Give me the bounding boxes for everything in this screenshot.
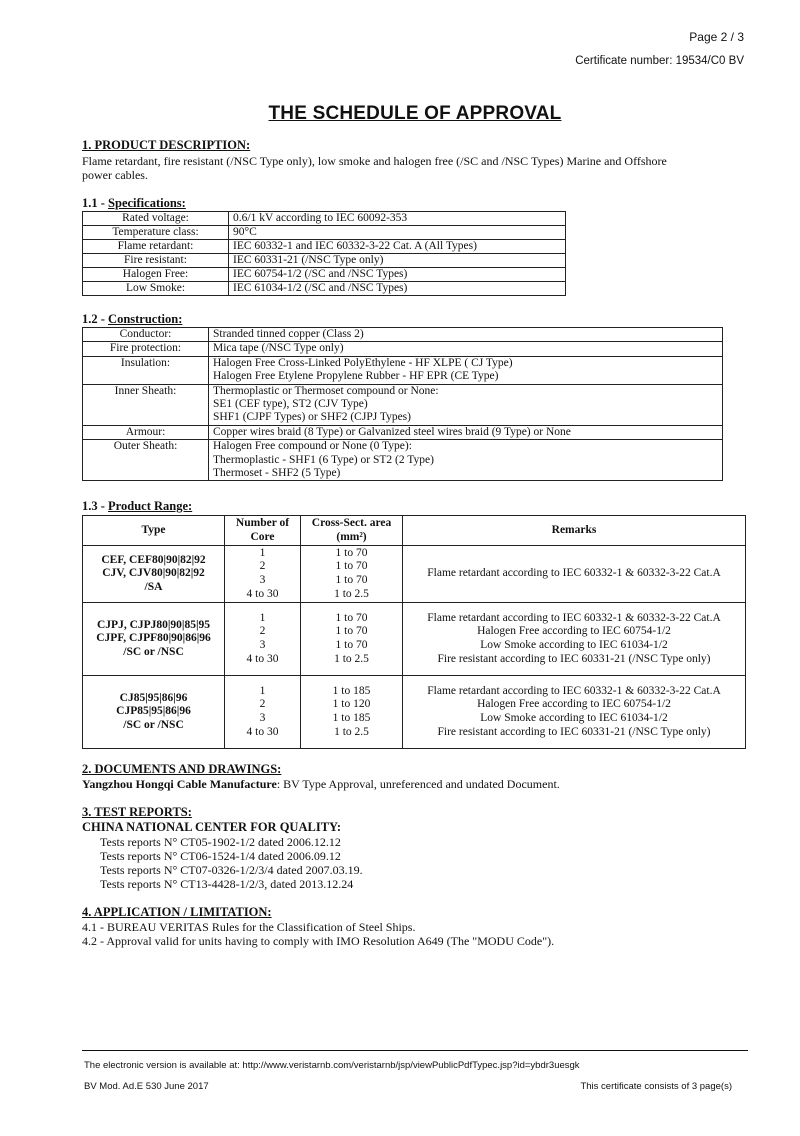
construction-value <box>209 440 723 481</box>
range-cross-section-value: 1 to 70 <box>335 546 368 559</box>
column-cross-section-line-1: Cross-Sect. area <box>311 516 392 529</box>
construction-table-body <box>83 328 723 481</box>
range-remark-line: Halogen Free according to IEC 60754-1/2 <box>477 625 671 638</box>
construction-value <box>209 384 723 425</box>
range-type-cell <box>83 603 225 676</box>
specification-row <box>83 212 566 226</box>
range-cross-section-value: 1 to 70 <box>335 611 368 624</box>
construction-label: Armour: <box>83 425 209 439</box>
specification-row <box>83 268 566 282</box>
product-range-table-body <box>83 546 746 749</box>
range-core-value: 3 <box>259 639 266 651</box>
specification-row <box>83 240 566 254</box>
specification-value: 90°C <box>229 226 566 240</box>
range-core-value: 3 <box>259 574 266 586</box>
specification-label: Rated voltage: <box>83 212 229 226</box>
certificate-number: Certificate number: 19534/C0 BV <box>575 55 744 67</box>
specification-row <box>83 226 566 240</box>
product-range-row <box>83 546 746 603</box>
column-number-of-core-line-1: Number of <box>235 516 290 529</box>
construction-value <box>209 356 723 384</box>
range-remark-line: Flame retardant according to IEC 60332-1 & 60332-3-22 Cat.A <box>427 684 721 697</box>
construction-value-line: Stranded tinned copper (Class 2) <box>213 328 364 340</box>
range-remark-line: Low Smoke according to IEC 61034-1/2 <box>480 712 668 724</box>
construction-row <box>83 440 723 481</box>
specification-label: Flame retardant: <box>83 240 229 254</box>
product-description-line-1: Flame retardant, fire resistant (/NSC Type only), low smoke and halogen free (/SC and /NSC Types) Marine and Offshore <box>82 154 667 168</box>
page-number: Page 2 / 3 <box>689 30 744 44</box>
range-cross-section-value: 1 to 2.5 <box>334 587 369 600</box>
documents-description: : BV Type Approval, unreferenced and undated Document. <box>276 777 560 791</box>
construction-row <box>83 425 723 439</box>
range-cross-section-value: 1 to 120 <box>332 698 371 711</box>
specifications-heading-text: Specifications: <box>108 196 186 210</box>
footer-page-count: This certificate consists of 3 page(s) <box>580 1081 732 1092</box>
construction-value-line: Copper wires braid (8 Type) or Galvanized steel wires braid (9 Type) or None <box>213 425 571 438</box>
range-cross-section-value: 1 to 2.5 <box>334 652 369 665</box>
construction-label: Outer Sheath: <box>83 440 209 481</box>
specification-value: IEC 60754-1/2 (/SC and /NSC Types) <box>229 268 566 282</box>
range-core-value: 2 <box>259 625 266 638</box>
range-type-line: CJPJ, CJPJ80|90|85|95 <box>96 618 210 631</box>
range-cores-cell <box>225 603 301 676</box>
construction-heading-text: Construction: <box>108 312 183 326</box>
range-cross-section-cell <box>301 676 403 749</box>
test-report-item: Tests reports N° CT07-0326-1/2/3/4 dated 2007.03.19. <box>100 863 363 877</box>
column-cross-section-line-2: (mm²) <box>336 530 367 543</box>
section-4-heading: 4. APPLICATION / LIMITATION: <box>82 905 272 919</box>
range-remark-line: Halogen Free according to IEC 60754-1/2 <box>477 698 671 711</box>
specification-row <box>83 282 566 296</box>
manufacturer-name: Yangzhou Hongqi Cable Manufacture <box>82 777 277 791</box>
specifications-table <box>82 211 566 296</box>
range-cross-section-value: 1 to 2.5 <box>334 725 369 738</box>
range-core-value: 2 <box>259 698 266 711</box>
document-title: THE SCHEDULE OF APPROVAL <box>268 103 562 124</box>
construction-value-line: Thermoplastic - SHF1 (6 Type) or ST2 (2 Type) <box>213 453 434 466</box>
range-type-line: CJV, CJV80|90|82|92 <box>102 567 205 580</box>
range-remark-line: Flame retardant according to IEC 60332-1 & 60332-3-22 Cat.A <box>427 611 721 624</box>
construction-value-line: Halogen Free compound or None (0 Type): <box>213 440 412 453</box>
range-remark-line: Fire resistant according to IEC 60331-21 (/NSC Type only) <box>437 652 711 665</box>
range-cross-section-value: 1 to 185 <box>332 684 371 697</box>
construction-value-line: Thermoplastic or Thermoset compound or None: <box>213 384 439 397</box>
test-report-item: Tests reports N° CT13-4428-1/2/3, dated 2013.12.24 <box>100 877 354 891</box>
product-range-header-row <box>83 516 746 546</box>
footer-form-reference: BV Mod. Ad.E 530 June 2017 <box>84 1081 209 1092</box>
construction-row <box>83 356 723 384</box>
specifications-heading-prefix: 1.1 - <box>82 196 109 210</box>
range-core-value: 1 <box>259 611 266 624</box>
column-type: Type <box>83 516 225 546</box>
range-type-line: /SC or /NSC <box>123 718 184 731</box>
range-type-line: /SA <box>144 580 163 593</box>
range-core-value: 4 to 30 <box>246 587 279 600</box>
construction-label: Conductor: <box>83 328 209 342</box>
documents-line <box>82 777 560 791</box>
range-cross-section-value: 1 to 70 <box>335 574 368 586</box>
range-type-cell <box>83 676 225 749</box>
range-cores-cell <box>225 676 301 749</box>
range-remark-line: Fire resistant according to IEC 60331-21 (/NSC Type only) <box>437 725 711 738</box>
range-core-value: 4 to 30 <box>246 725 279 738</box>
range-type-line: /SC or /NSC <box>123 645 184 658</box>
range-cross-section-cell <box>301 603 403 676</box>
construction-heading-prefix: 1.2 - <box>82 312 109 326</box>
range-core-value: 4 to 30 <box>246 652 279 665</box>
column-number-of-core <box>225 516 301 546</box>
range-type-line: CEF, CEF80|90|82|92 <box>101 553 206 566</box>
application-list <box>82 920 554 948</box>
section-2-heading: 2. DOCUMENTS AND DRAWINGS: <box>82 762 282 776</box>
construction-row <box>83 342 723 356</box>
application-item: 4.2 - Approval valid for units having to comply with IMO Resolution A649 (The "MODU Code"). <box>82 934 555 948</box>
range-remark-line: Flame retardant according to IEC 60332-1 & 60332-3-22 Cat.A <box>427 567 721 580</box>
range-remark-line: Low Smoke according to IEC 61034-1/2 <box>480 639 668 651</box>
specification-value: 0.6/1 kV according to IEC 60092-353 <box>229 212 566 226</box>
product-range-row <box>83 676 746 749</box>
application-item: 4.1 - BUREAU VERITAS Rules for the Classification of Steel Ships. <box>82 920 416 934</box>
range-cross-section-cell <box>301 546 403 603</box>
specification-label: Temperature class: <box>83 226 229 240</box>
construction-heading <box>82 312 182 327</box>
product-range-heading <box>82 499 192 514</box>
specification-value: IEC 60331-21 (/NSC Type only) <box>229 254 566 268</box>
section-1-heading: 1. PRODUCT DESCRIPTION: <box>82 138 251 152</box>
construction-label: Insulation: <box>83 356 209 384</box>
product-description-line-2: power cables. <box>82 168 148 182</box>
range-remarks-cell <box>403 676 746 749</box>
range-type-cell <box>83 546 225 603</box>
construction-value <box>209 328 723 342</box>
specification-label: Low Smoke: <box>83 282 229 296</box>
footer-electronic-version: The electronic version is available at: http://www.veristarnb.com/veristarnb/jsp/viewPublicPdfTypec.jsp?id=ybdr3uesgk <box>84 1060 580 1071</box>
specification-label: Fire resistant: <box>83 254 229 268</box>
column-remarks: Remarks <box>403 516 746 546</box>
construction-value-line: SHF1 (CJPF Types) or SHF2 (CJPJ Types) <box>213 411 411 424</box>
construction-value <box>209 425 723 439</box>
range-type-line: CJP85|95|86|96 <box>116 705 191 718</box>
specification-value: IEC 61034-1/2 (/SC and /NSC Types) <box>229 282 566 296</box>
column-number-of-core-line-2: Core <box>250 530 275 543</box>
construction-label: Inner Sheath: <box>83 384 209 425</box>
product-range-row <box>83 603 746 676</box>
construction-value-line: Halogen Free Etylene Propylene Rubber - HF EPR (CE Type) <box>213 370 499 383</box>
construction-value-line: SE1 (CEF type), ST2 (CJV Type) <box>213 398 368 411</box>
product-range-table <box>82 515 746 749</box>
product-range-heading-text: Product Range: <box>108 499 193 513</box>
range-type-line: CJPF, CJPF80|90|86|96 <box>96 632 211 645</box>
range-core-value: 1 <box>259 684 266 697</box>
range-remarks-cell <box>403 546 746 603</box>
range-remarks-cell <box>403 603 746 676</box>
test-report-item: Tests reports N° CT06-1524-1/4 dated 2006.09.12 <box>100 849 341 863</box>
range-core-value: 1 <box>259 546 266 559</box>
construction-row <box>83 384 723 425</box>
construction-label: Fire protection: <box>83 342 209 356</box>
range-cross-section-value: 1 to 70 <box>335 625 368 638</box>
specification-value: IEC 60332-1 and IEC 60332-3-22 Cat. A (All Types) <box>229 240 566 254</box>
range-type-line: CJ85|95|86|96 <box>119 691 188 704</box>
range-cross-section-value: 1 to 185 <box>332 712 371 724</box>
specification-label: Halogen Free: <box>83 268 229 282</box>
section-3-heading: 3. TEST REPORTS: <box>82 805 192 819</box>
test-report-item: Tests reports N° CT05-1902-1/2 dated 2006.12.12 <box>100 835 341 849</box>
product-range-heading-prefix: 1.3 - <box>82 499 109 513</box>
construction-row <box>83 328 723 342</box>
range-cross-section-value: 1 to 70 <box>335 639 368 651</box>
specifications-heading <box>82 196 186 211</box>
specifications-table-body <box>83 212 566 296</box>
footer-divider <box>82 1050 748 1051</box>
construction-table <box>82 327 723 481</box>
range-cross-section-value: 1 to 70 <box>335 560 368 573</box>
construction-value-line: Thermoset - SHF2 (5 Type) <box>213 467 341 480</box>
range-core-value: 2 <box>259 560 266 573</box>
test-center-name: CHINA NATIONAL CENTER FOR QUALITY: <box>82 820 342 834</box>
column-cross-section <box>301 516 403 546</box>
range-core-value: 3 <box>259 712 266 724</box>
test-report-list <box>100 835 363 891</box>
range-cores-cell <box>225 546 301 603</box>
construction-value-line: Mica tape (/NSC Type only) <box>213 342 344 355</box>
construction-value <box>209 342 723 356</box>
construction-value-line: Halogen Free Cross-Linked PolyEthylene - HF XLPE ( CJ Type) <box>213 356 513 369</box>
specification-row <box>83 254 566 268</box>
